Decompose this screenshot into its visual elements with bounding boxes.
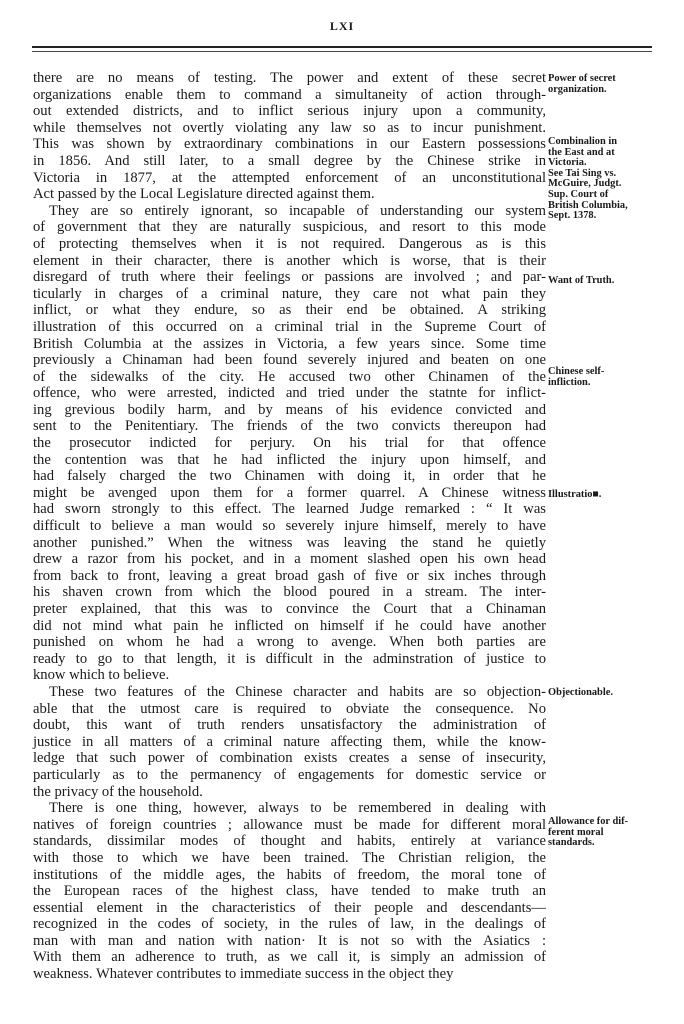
margin-note-combination-east-victoria: Combinalion in the East and at Victoria. See Tai Sing vs. McGuire, Judgt. Sup. Court of British Columbia, Sept. 1378. (548, 136, 628, 222)
text-line: his shaven crown from which the blood poured in a stream. The inter- (33, 584, 546, 601)
text-line: man with man and nation with nation· It is not so with the Asiatics : (33, 932, 546, 949)
text-line: of the sidewalks of the city. He accused two other Chinamen of the (33, 368, 546, 385)
text-line: with those to which we have been trained. The Christian religion, the (33, 849, 546, 866)
text-line: know which to believe. (33, 667, 170, 684)
text-line: organizations enable them to command a simultaneity of action through- (33, 86, 546, 103)
paragraph (33, 203, 546, 684)
text-line: recognized in the codes of society, in the rules of law, in the dealings of (33, 916, 546, 933)
text-line: These two features of the Chinese character and habits are so objection- (49, 683, 546, 700)
text-line: With them an adherence to truth, as we call it, is simply an admission of (33, 949, 546, 966)
text-line: while themselves not overtly violating any law so as to incur punishment. (33, 119, 546, 136)
text-line: difficult to believe a man would so severely injure himself, merely to have (33, 518, 546, 535)
margin-note-want-of-truth: Want of Truth. (548, 275, 615, 286)
text-line: ready to go to that length, it is difficult in the adminstration of justice to (33, 650, 546, 667)
text-line: standards, dissimilar modes of thought and habits, entirely at variance (33, 833, 546, 850)
paragraph (33, 684, 546, 800)
text-line: sent to the Penitentiary. The friends of the two convicts thereupon had (33, 418, 546, 435)
text-line: illustration of this occurred on a criminal trial in the Supreme Court of (33, 318, 546, 335)
text-line: This was shown by extraordinary combinations in our Eastern possessions (33, 136, 546, 153)
text-line: had sworn strongly to this effect. The learned Judge remarked : “ It was (33, 501, 546, 518)
text-line: ing grevious bodily harm, and by means of his evidence convicted and (33, 401, 546, 418)
text-line: there are no means of testing. The power and extent of these secret (33, 70, 546, 86)
text-line: able that the utmost care is required to obviate the consequence. No (33, 700, 546, 717)
text-line: another punished.” When the witness was leaving the stand he quietly (33, 534, 546, 551)
text-line: natives of foreign countries ; allowance must be made for different moral (33, 816, 546, 833)
text-line: in 1856. And still later, to a small degree by the Chinese strike in (33, 152, 546, 169)
text-line: justice in all matters of a criminal nature affecting them, while the know- (33, 733, 546, 750)
text-line: ticularly in charges of a criminal nature, they care not what pain they (33, 285, 546, 302)
margin-note-chinese-self-infliction: Chinese self- infliction. (548, 366, 605, 388)
text-line: doubt, this want of truth renders unsatisfactory the administration of (33, 717, 546, 734)
text-line: punished on whom he had a wrong to avenge. When both parties are (33, 634, 546, 651)
text-line: preter explained, that this was to convince the Court that a Chinaman (33, 601, 546, 617)
text-line: offence, who were arrested, indicted and tried under the statnte for inflict- (33, 385, 546, 402)
text-line: did not mind what pain he inflicted on himself if he could have another (33, 617, 546, 634)
text-line: previously a Chinaman had been found severely injured and beaten on one (33, 352, 546, 369)
text-line: had falsely charged the two Chinamen with doing it, in order that he (33, 468, 546, 485)
text-line: element in their character, there is another which is worse, that is their (33, 252, 546, 269)
margin-note-objectionable: Objectionable. (548, 687, 613, 698)
text-line: weakness. Whatever contributes to immediate success in the object they (33, 966, 454, 983)
text-line: ledge that such power of combination exists creates a sense of insecurity, (33, 750, 546, 767)
text-line: the privacy of the household. (33, 783, 203, 800)
text-line: They are so entirely ignorant, so incapable of understanding our system (49, 202, 546, 219)
text-line: inflict, or what they endure, so as their end be obtained. A striking (33, 302, 546, 319)
text-line: out extended districts, and to inflict serious injury upon a community, (33, 103, 546, 120)
page-number: LXI (329, 19, 355, 33)
text-line: institutions of the middle ages, the habits of freedom, the moral tone of (33, 866, 546, 883)
text-line: Act passed by the Local Legislature directed against them. (33, 186, 375, 203)
text-line: from back to front, leaving a great broad gash of five or six inches through (33, 567, 546, 584)
margin-note-power-of-secret-organization: Power of secret organization. (548, 73, 616, 95)
text-line: drew a razor from his pocket, and in a moment slashed open his own head (33, 551, 546, 568)
text-line: Victoria in 1877, at the attempted enforcement of an unconstitutional (33, 169, 546, 186)
text-line: might be avenged upon them for a former quarrel. A Chinese witness (33, 484, 546, 501)
text-line: essential element in the characteristics of their people and descendants— (33, 899, 546, 916)
header-rule-thin (32, 51, 652, 52)
margin-note-allowance-for-different-moral-standards: Allowance for dif- ferent moral standards. (548, 816, 629, 849)
text-line: the European races of the highest class, have tended to make truth an (33, 883, 546, 900)
body-text (33, 70, 546, 983)
text-line: disregard of truth where their feelings or passions are involved ; and par- (33, 269, 546, 286)
header-rule-thick (32, 46, 652, 48)
text-line: the contention was that he had inflicted the injury upon himself, and (33, 451, 546, 468)
text-line: There is one thing, however, always to be remembered in dealing with (49, 800, 546, 817)
margin-note-illustration: Illustratio■. (548, 489, 602, 500)
text-line: of government that they are naturally suspicious, and resort to this mode (33, 219, 546, 236)
paragraph (33, 70, 546, 203)
text-line: particularly as to the permanency of engagements for domestic service or (33, 766, 546, 783)
text-line: of protecting themselves when it is not required. Dangerous as is this (33, 235, 546, 252)
paragraph (33, 800, 546, 983)
text-line: the prosecutor indicted for perjury. On his trial for that offence (33, 435, 546, 452)
text-line: British Columbia at the assizes in Victoria, a few years since. Some time (33, 335, 546, 352)
